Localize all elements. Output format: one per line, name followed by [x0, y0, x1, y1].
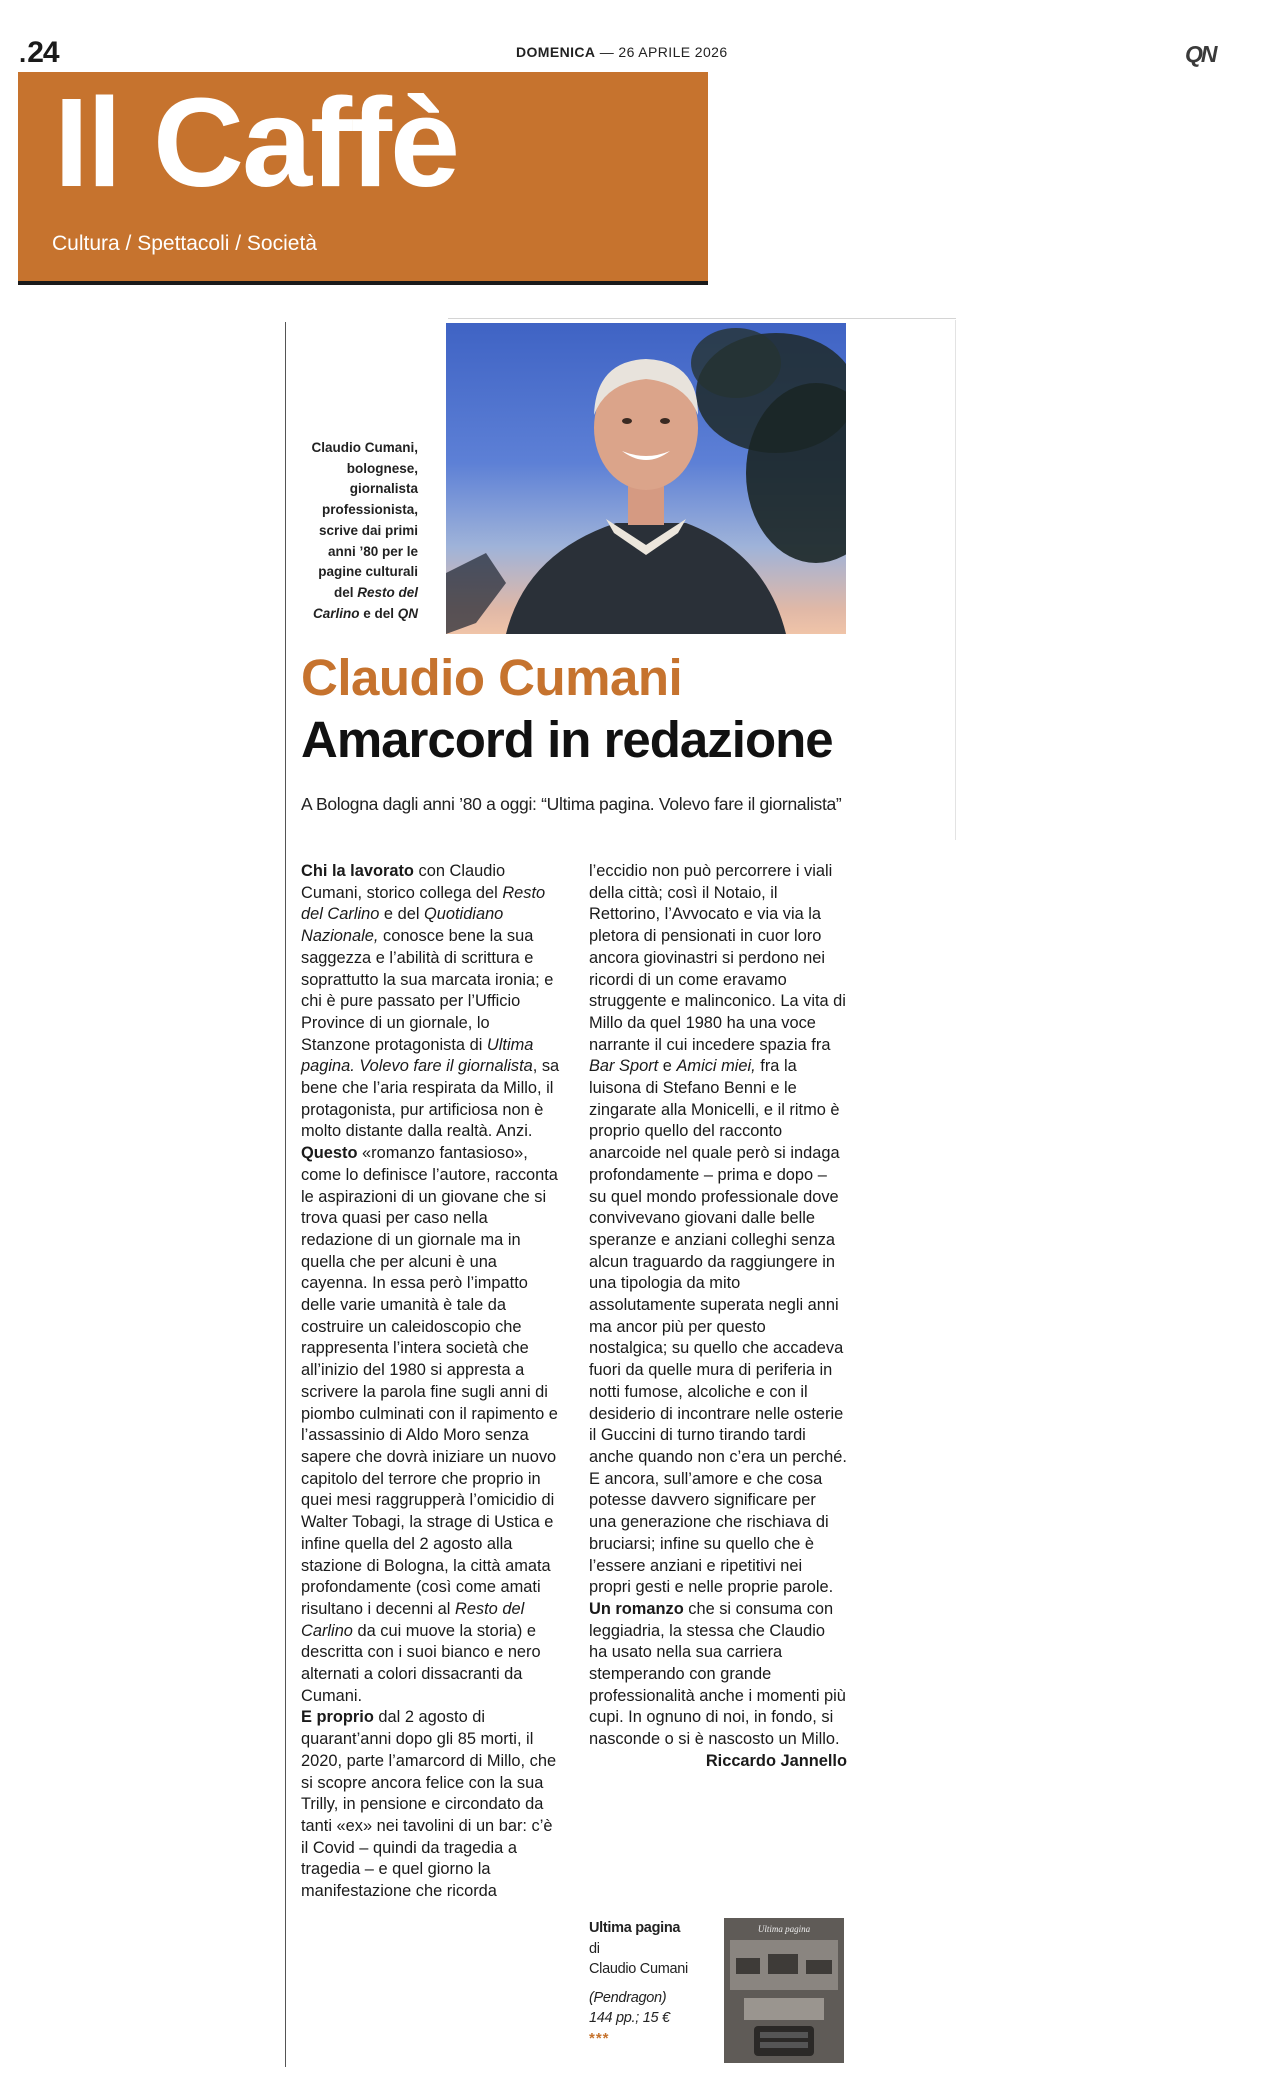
article-column-1 [301, 861, 561, 1903]
book-rating: *** [589, 2029, 610, 2047]
article-paragraph [589, 1599, 847, 1751]
caption-line: anni ’80 per le [327, 543, 418, 559]
caption-line: bolognese, [346, 460, 418, 476]
article-paragraph [301, 861, 561, 1143]
caption-line: Claudio Cumani, [311, 440, 418, 455]
paragraph-lead: E proprio [301, 1708, 374, 1727]
caption-line: e del [359, 605, 398, 621]
author-photo [446, 323, 846, 634]
book-by: di [589, 1940, 600, 1957]
page-number: .24 [19, 36, 59, 69]
page-number-value: 24 [27, 36, 59, 69]
article-signature: Riccardo Jannello [705, 1751, 847, 1770]
book-title: Ultima pagina [589, 1920, 681, 1936]
book-publisher: (Pendragon) [589, 1989, 667, 2006]
paragraph-text: fra la luisona di Stefano Benni e le zingarate alla Monicelli, e il ritmo è proprio quello del racconto anarcoide nel quale però si indaga profondamente – prima e dopo – su quel mondo professionale dove convivevano giovani dalle belle speranze e anziani colleghi senza alcun traguardo da raggiungere in una tipologia da mito assolutamente superata negli anni ma ancor più per questo nostalgica; su quello che accadeva fuori da quelle mura di periferia in notti fumose, alcoliche e con il desiderio di incontrare nelle osterie il Guccini di turno tirando tardi anche quando non c’era un perché. E ancora, sull’amore e che cosa potesse davvero significare per una generazione che rischiava di bruciarsi; infine su quello che è l’essere anziani e ripetitivi nei propri gesti e nelle proprie parole. [589, 1057, 847, 1597]
paragraph-italic: Amici miei, [676, 1057, 756, 1076]
caption-line: pagine culturali [318, 564, 418, 580]
book-info-box [589, 1918, 719, 2049]
paragraph-italic: Resto del Carlino [301, 1599, 525, 1640]
article-standfirst: A Bologna dagli anni ’80 a oggi: “Ultima pagina. Volevo fare il giornalista” [301, 794, 842, 814]
book-details: 144 pp.; 15 € [589, 2010, 670, 2026]
paragraph-italic: Resto del Carlino [301, 883, 546, 924]
book-author: Claudio Cumani [589, 1961, 688, 1977]
paragraph-text: conosce bene la sua saggezza e l’abilità di scrittura e soprattutto la sua marcata ironia; e chi è pure passato per l’Ufficio Province di un giornale, lo Stanzone protagonista di [301, 927, 554, 1054]
dateline-day: DOMENICA [516, 44, 596, 60]
caption-line: giornalista [349, 481, 418, 497]
paragraph-text: e [658, 1057, 677, 1076]
section-title: Il Caffè [54, 72, 459, 213]
caption-line: professionista, [321, 502, 418, 518]
paragraph-italic: Bar Sport [589, 1057, 659, 1076]
right-rule [955, 320, 956, 840]
paragraph-italic: Ultima pagina. Volevo fare il giornalista [301, 1035, 534, 1076]
caption-italic: Carlino [312, 605, 360, 621]
paragraph-text: dal 2 agosto di quarant’anni dopo gli 85 morti, il 2020, parte l’amarcord di Millo, che si scopre ancora felice con la sua Trilly, in pensione e circondato da tanti «ex» nei tavolini di un bar: c’è il Covid – quindi da tragedia a tragedia – e quel giorno la manifestazione che ricorda [301, 1708, 557, 1901]
paragraph-text: «romanzo fantasioso», come lo definisce l’autore, racconta le aspirazioni di un giovane che si trova quasi per caso nella redazione di un giornale ma in quella che per alcuni è una cayenna. In essa però l’impatto delle varie umanità è tale da costruire un caleidoscopio che rappresenta l’intera società che all’inizio del 1980 si appresta a scrivere la parola fine sugli anni di piombo culminati con il rapimento e l’assassinio di Aldo Moro senza sapere che dovrà iniziare un nuovo capitolo del terrore che proprio in quei mesi raggrupperà l’omicidio di Walter Tobagi, la strage di Ustica e infine quella del 2 agosto alla stazione di Bologna, la città amata profondamente (così come amati risultano i decenni al [301, 1144, 558, 1618]
paragraph-lead: Un romanzo [589, 1599, 684, 1618]
article-column-2 [589, 861, 847, 1773]
section-subtitle: Cultura / Spettacoli / Società [52, 232, 317, 255]
qn-logo: QN [1185, 41, 1216, 67]
book-cover-title: Ultima pagina [757, 1924, 811, 1934]
article-paragraph [301, 1143, 561, 1707]
paragraph-italic: Quotidiano Nazionale, [301, 905, 504, 946]
caption-line: scrive dai primi [318, 522, 418, 538]
article-paragraph [301, 1707, 561, 1902]
section-banner [18, 72, 708, 285]
article-paragraph [589, 861, 847, 1599]
paragraph-text: con Claudio Cumani, storico collega del [301, 862, 506, 902]
left-column-rule [285, 322, 286, 2067]
book-cover-image [724, 1918, 844, 2063]
article-author: Claudio Cumani [301, 649, 683, 706]
caption-line: del [333, 584, 358, 600]
paragraph-text: da cui muove la storia) e descritta con i suoi bianco e nero alternati a colori dissacranti da Cumani. [301, 1621, 541, 1705]
paragraph-lead: Questo [301, 1144, 358, 1163]
dateline [516, 44, 728, 60]
dateline-separator: — [599, 44, 615, 60]
caption-italic: QN [397, 605, 418, 621]
paragraph-text: l’eccidio non può percorrere i viali della città; così il Notaio, il Rettorino, l’Avvocato e via via la pletora di pensionati in cuor loro ancora giovinastri si perdono nei ricordi di un come eravamo struggente e malinconico. La vita di Millo da quel 1980 ha una voce narrante il cui incedere spazia fra [589, 862, 846, 1054]
paragraph-lead: Chi la lavorato [301, 862, 414, 880]
dateline-date: 26 APRILE 2026 [618, 44, 728, 60]
top-rule [448, 318, 956, 319]
paragraph-text: e del [379, 905, 425, 924]
photo-caption [296, 438, 418, 624]
paragraph-text: che si consuma con leggiadria, la stessa che Claudio ha usato nella sua carriera stemperando con grande professionalità anche i momenti più cupi. In ognuno di noi, in fondo, si nasconde o si è nascosto un Millo. [589, 1599, 846, 1749]
paragraph-text: , sa bene che l’aria respirata da Millo, il protagonista, pur artificiosa non è molto distante dalla realtà. Anzi. [301, 1057, 560, 1141]
article-title: Amarcord in redazione [301, 711, 833, 768]
caption-italic: Resto del [357, 584, 418, 600]
